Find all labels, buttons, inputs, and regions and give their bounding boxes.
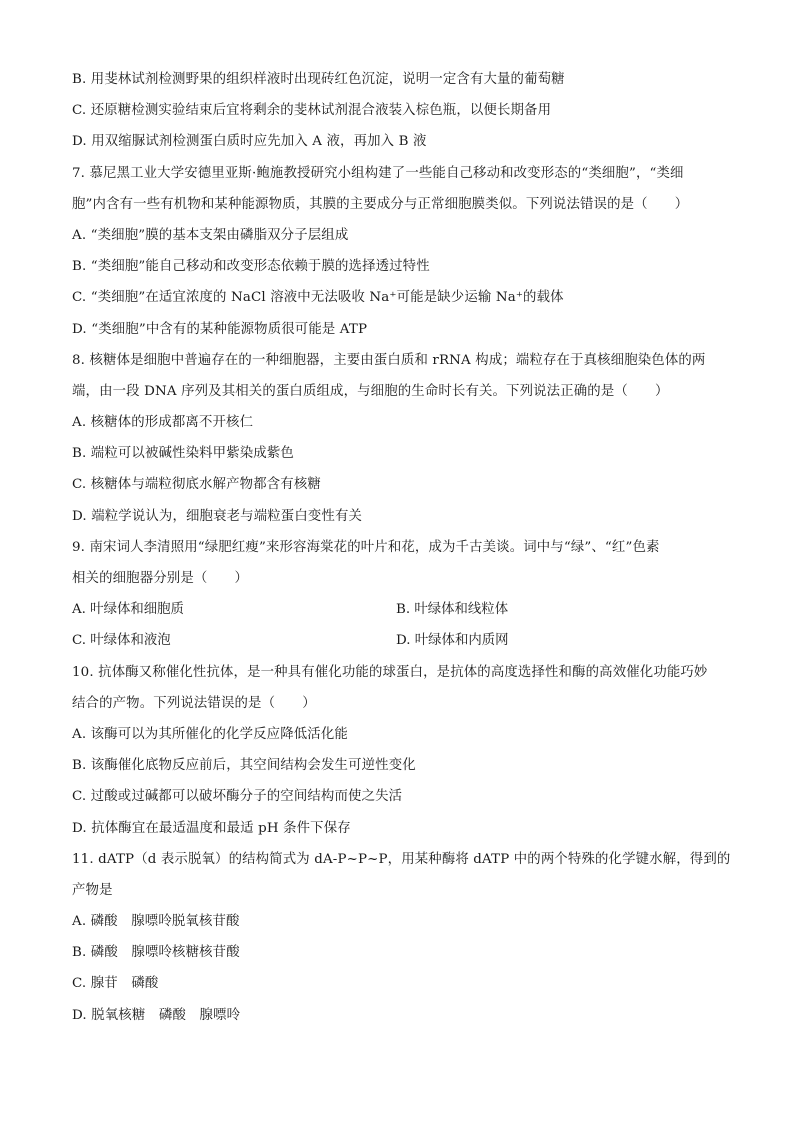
question-7-option-a: A. “类细胞”膜的基本支架由磷脂双分子层组成 [72, 227, 349, 243]
text-line: C. 还原糖检测实验结束后宜将剩余的斐林试剂混合液装入棕色瓶，以便长期备用 [72, 103, 552, 119]
question-9-option-a: A. 叶绿体和细胞质 [72, 602, 184, 618]
question-9-option-b: B. 叶绿体和线粒体 [396, 602, 509, 618]
question-8-option-a: A. 核糖体的形成都离不开核仁 [72, 415, 254, 431]
question-7-stem: 胞”内含有一些有机物和某种能源物质，其膜的主要成分与正常细胞膜类似。下列说法错误的是（ ） [72, 196, 689, 212]
question-9-stem: 9. 南宋词人李清照用“绿肥红瘦”来形容海棠花的叶片和花，成为千古美谈。词中与“绿”、“红”色素 [72, 539, 660, 555]
question-11-option-a: A. 磷酸 腺嘌呤脱氧核苷酸 [72, 914, 240, 930]
question-8-option-c: C. 核糖体与端粒彻底水解产物都含有核糖 [72, 477, 321, 493]
text-line: B. 用斐林试剂检测野果的组织样液时出现砖红色沉淀，说明一定含有大量的葡萄糖 [72, 72, 565, 87]
question-11-stem: 产物是 [72, 882, 113, 898]
question-7-stem: 7. 慕尼黑工业大学安德里亚斯·鲍施教授研究小组构建了一些能自己移动和改变形态的“类细胞”，“类细 [72, 165, 684, 181]
question-9-options-row [72, 594, 732, 625]
question-11-option-d: D. 脱氧核糖 磷酸 腺嘌呤 [72, 1007, 241, 1023]
question-9-option-d: D. 叶绿体和内质网 [396, 633, 509, 649]
question-10-option-a: A. 该酶可以为其所催化的化学反应降低活化能 [72, 726, 348, 742]
text-line: D. 用双缩脲试剂检测蛋白质时应先加入 A 液，再加入 B 液 [72, 134, 427, 150]
question-10-option-d: D. 抗体酶宜在最适温度和最适 pH 条件下保存 [72, 820, 351, 836]
question-10-stem: 10. 抗体酶又称催化性抗体，是一种具有催化功能的球蛋白，是抗体的高度选择性和酶的高效催化功能巧妙 [72, 664, 708, 680]
question-11-option-b: B. 磷酸 腺嘌呤核糖核苷酸 [72, 945, 240, 961]
question-7-option-b: B. “类细胞”能自己移动和改变形态依赖于膜的选择透过特性 [72, 259, 430, 275]
question-9-option-c: C. 叶绿体和液泡 [72, 633, 171, 649]
question-10-option-b: B. 该酶催化底物反应前后，其空间结构会发生可逆性变化 [72, 758, 416, 774]
question-10-stem: 结合的产物。下列说法错误的是（ ） [72, 695, 316, 711]
question-8-stem: 端，由一段 DNA 序列及其相关的蛋白质组成，与细胞的生命时长有关。下列说法正确的是（ ） [72, 383, 669, 399]
question-9-stem: 相关的细胞器分别是（ ） [72, 571, 249, 586]
question-8-option-b: B. 端粒可以被碱性染料甲紫染成紫色 [72, 446, 294, 462]
question-8-stem: 8. 核糖体是细胞中普遍存在的一种细胞器，主要由蛋白质和 rRNA 构成；端粒存在于真核细胞染色体的两 [72, 352, 706, 368]
question-10-option-c: C. 过酸或过碱都可以破坏酶分子的空间结构而使之失活 [72, 789, 403, 805]
question-9-options-row [72, 625, 732, 656]
question-7-option-c: C. “类细胞”在适宜浓度的 NaCl 溶液中无法吸收 Na⁺可能是缺少运输 Na⁺的载体 [72, 290, 564, 306]
question-8-option-d: D. 端粒学说认为，细胞衰老与端粒蛋白变性有关 [72, 508, 363, 524]
question-7-option-d: D. “类细胞”中含有的某种能源物质很可能是 ATP [72, 321, 368, 337]
document-page [72, 64, 732, 1031]
question-11-stem: 11. dATP（d 表示脱氧）的结构简式为 dA-P~P~P，用某种酶将 dATP 中的两个特殊的化学键水解，得到的 [72, 851, 731, 867]
question-11-option-c: C. 腺苷 磷酸 [72, 976, 159, 992]
